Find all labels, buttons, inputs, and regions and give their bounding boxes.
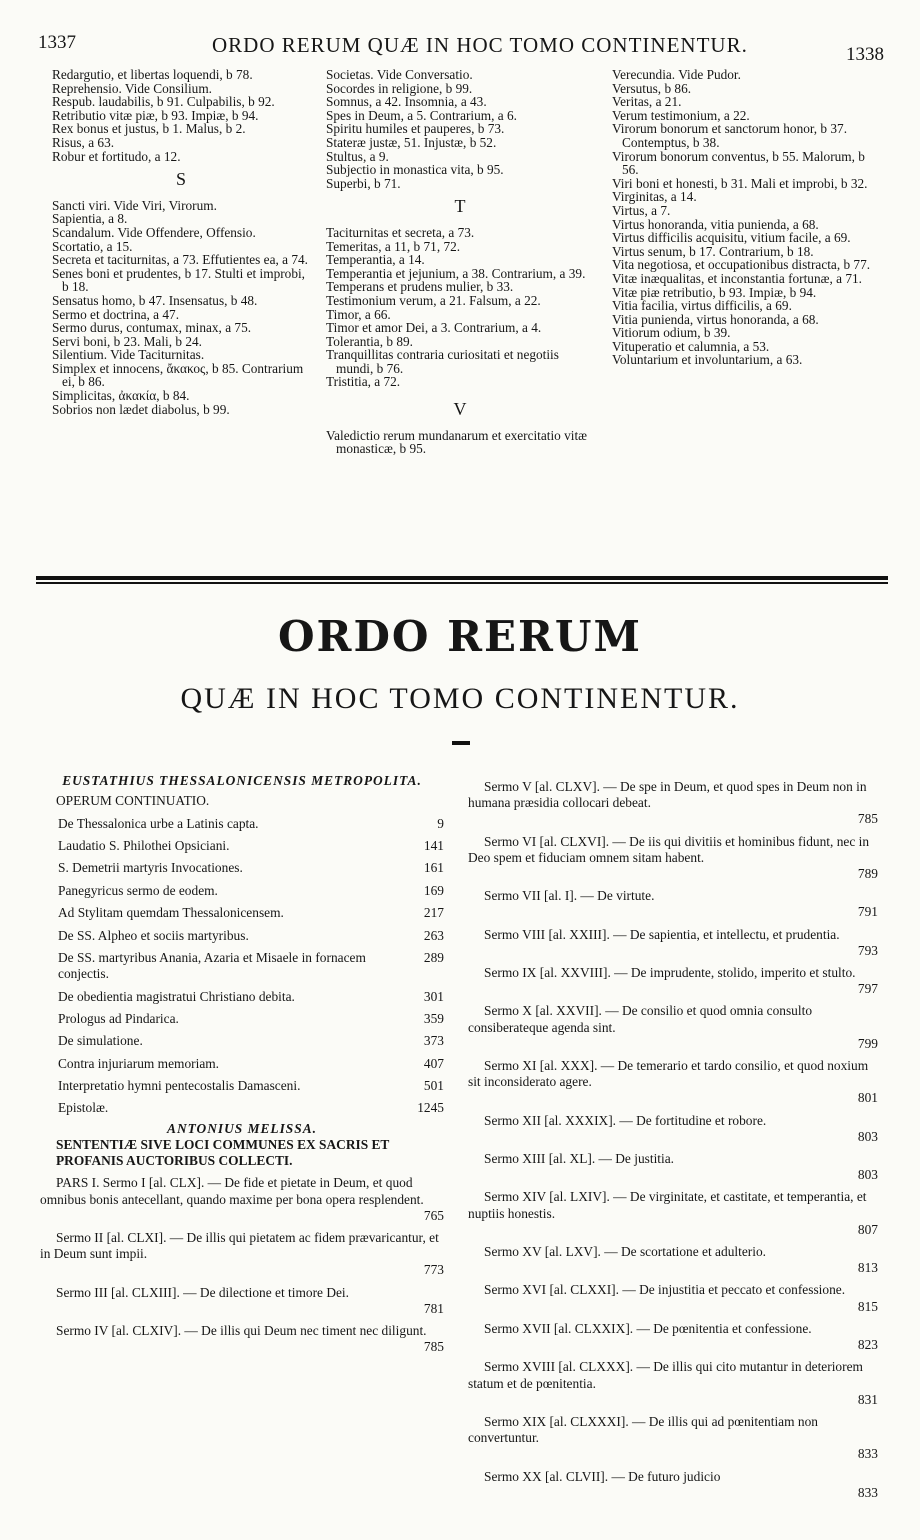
toc-page-number: 1245 <box>417 1100 444 1116</box>
sermon-entry <box>468 834 878 883</box>
index-entry: Superbi, b 71. <box>326 175 401 191</box>
toc-page-number: 169 <box>423 882 444 898</box>
toc-entry-title: S. Demetrii martyris Invocationes. <box>58 860 243 876</box>
toc-entry <box>40 1011 444 1027</box>
sermon-title: Sermo XVII [al. CLXXIX]. — De pœnitentia et confessione. <box>484 1320 812 1336</box>
index-entry: Vita negotiosa, et occupationibus distracta, b 77. <box>612 257 871 273</box>
toc-page-number: 407 <box>423 1055 444 1071</box>
toc-entry-title: De SS. martyribus Anania, Azaria et Misaele in fornacem conjectis. <box>58 949 366 982</box>
index-entry: Vitæ inæqualitas, et inconstantia fortunæ, a 71. <box>612 270 862 286</box>
sermon-title: Sermo XII [al. XXXIX]. — De fortitudine et robore. <box>484 1112 767 1128</box>
toc-entry <box>40 860 444 876</box>
sermon-list <box>40 1175 444 1355</box>
index-entry: Subjectio in monastica vita, b 95. <box>326 162 504 178</box>
toc-page-number: 141 <box>423 837 444 853</box>
sermon-title: Sermo III [al. CLXIII]. — De dilectione et timore Dei. <box>56 1284 350 1300</box>
running-title: ORDO RERUM QUÆ IN HOC TOMO CONTINENTUR. <box>212 33 748 57</box>
title-dash <box>452 741 470 745</box>
index-entry: Temperans et prudens mulier, b 33. <box>326 279 514 295</box>
toc-page-number: 359 <box>423 1010 444 1026</box>
index-entry: Respub. laudabilis, b 91. Culpabilis, b 92. <box>52 94 275 110</box>
main-subtitle: QUÆ IN HOC TOMO CONTINENTUR. <box>180 682 740 715</box>
author-heading: ANTONIUS MELISSA. <box>167 1120 317 1136</box>
sermon-page-number: 803 <box>857 1128 878 1144</box>
sermon-entry <box>468 965 878 997</box>
sermon-entry <box>40 1175 444 1224</box>
sermon-page-number: 773 <box>423 1262 444 1278</box>
sermon-title: Sermo XIII [al. XL]. — De justitia. <box>484 1151 675 1167</box>
index-entry: Sermo durus, contumax, minax, a 75. <box>52 320 252 336</box>
index-entry: Valedictio rerum mundanarum et exercitatio vitæ monasticæ, b 95. <box>326 427 588 457</box>
toc-page-number: 263 <box>423 927 444 943</box>
double-rule-thick <box>36 576 888 580</box>
sermon-page-number: 785 <box>857 811 878 827</box>
sermon-title: Sermo X [al. XXVII]. — De consilio et quod omnia consulto consiberateque agenda sint. <box>468 1003 813 1035</box>
index-entry: Timor et amor Dei, a 3. Contrarium, a 4. <box>326 320 542 336</box>
toc-entry-title: De simulatione. <box>58 1033 143 1049</box>
index-entry: Versutus, b 86. <box>612 80 692 96</box>
toc-page-number: 289 <box>423 949 444 965</box>
sermon-entry <box>468 1189 878 1238</box>
index-entry: Socordes in religione, b 99. <box>326 80 473 96</box>
sermon-page-number: 823 <box>857 1337 878 1353</box>
index-column-2 <box>326 68 594 456</box>
index-entry: Robur et fortitudo, a 12. <box>52 148 181 164</box>
toc-entry-title: Ad Stylitam quemdam Thessalonicensem. <box>58 905 284 921</box>
sermon-entry <box>468 1282 878 1314</box>
sermon-page-number: 803 <box>857 1167 878 1183</box>
sermon-entry <box>40 1285 444 1317</box>
index-entry: Secreta et taciturnitas, a 73. Effutientes ea, a 74. <box>52 252 308 268</box>
index-entry: Virginitas, a 14. <box>612 189 697 205</box>
toc-page-number: 9 <box>437 815 444 831</box>
sermon-entry <box>468 1113 878 1145</box>
sermon-page-number: 791 <box>857 904 878 920</box>
index-entry: Virtus honoranda, vitia punienda, a 68. <box>612 216 819 232</box>
index-entry: Spes in Deum, a 5. Contrarium, a 6. <box>326 107 517 123</box>
page-number-left: 1337 <box>38 32 76 53</box>
sermon-entry <box>40 1323 444 1355</box>
toc-entry <box>40 989 444 1005</box>
sermon-entry <box>468 1244 878 1276</box>
index-entry: Voluntarium et involuntarium, a 63. <box>612 352 803 368</box>
index-entry: Stateræ justæ, 51. Injustæ, b 52. <box>326 134 497 150</box>
sermon-list <box>468 779 878 1501</box>
toc-page-number: 501 <box>423 1078 444 1094</box>
sermon-page-number: 797 <box>857 981 878 997</box>
index-entry: Taciturnitas et secreta, a 73. <box>326 224 475 240</box>
sermon-title: Sermo XVIII [al. CLXXX]. — De illis qui cito mutantur in deteriorem statum et de pœnitentia. <box>468 1359 863 1391</box>
sermon-entry <box>468 779 878 828</box>
sermon-entry <box>468 888 878 920</box>
index-entry: Tolerantia, b 89. <box>326 333 413 349</box>
sermon-title: Sermo VIII [al. XXIII]. — De sapientia, et intellectu, et prudentia. <box>484 926 840 942</box>
index-entry: Timor, a 66. <box>326 306 391 322</box>
sermon-title: Sermo VII [al. I]. — De virtute. <box>484 888 655 904</box>
sermon-entry <box>468 1469 878 1501</box>
index-entry: Temperantia, a 14. <box>326 252 425 268</box>
toc-page-number: 301 <box>423 988 444 1004</box>
index-entry: Reprehensio. Vide Consilium. <box>52 80 212 96</box>
toc-entry <box>40 1056 444 1072</box>
toc-page-number: 161 <box>423 860 444 876</box>
sermon-page-number: 765 <box>423 1207 444 1223</box>
sermon-title: Sermo XIV [al. LXIV]. — De virginitate, et castitate, et temperantia, et nuptiis honestis. <box>468 1189 867 1221</box>
toc-entry-title: Laudatio S. Philothei Opsiciani. <box>58 837 230 853</box>
double-rule-thin <box>36 582 888 584</box>
toc-entry <box>40 838 444 854</box>
index-entry: Silentium. Vide Taciturnitas. <box>52 347 205 363</box>
sermon-title: Sermo XI [al. XXX]. — De temerario et tardo consilio, et quod noxium sit inconsiderato agere. <box>468 1058 869 1090</box>
toc-entry-title: Panegyricus sermo de eodem. <box>58 882 218 898</box>
sermon-page-number: 833 <box>857 1446 878 1462</box>
index-entry: Tranquillitas contraria curiositati et negotiis mundi, b 76. <box>326 347 559 376</box>
index-entry: Temperantia et jejunium, a 38. Contrarium, a 39. <box>326 265 586 281</box>
sermon-entry <box>468 1359 878 1408</box>
sermon-title: Sermo VI [al. CLXVI]. — De iis qui divitiis et hominibus fidunt, nec in Deo spem et fiduciam omnem sitam habent. <box>468 833 870 865</box>
toc-page-number: 217 <box>423 905 444 921</box>
toc-entry <box>40 1033 444 1049</box>
index-entry: Senes boni et prudentes, b 17. Stulti et improbi, b 18. <box>52 265 305 295</box>
sermon-page-number: 801 <box>857 1090 878 1106</box>
toc-entry-title: De SS. Alpheo et sociis martyribus. <box>58 927 249 943</box>
index-entry: Vitia facilia, virtus difficilis, a 69. <box>612 298 792 314</box>
toc-entry-title: De Thessalonica urbe a Latinis capta. <box>58 815 259 831</box>
index-entry: Virorum bonorum conventus, b 55. Malorum, b 56. <box>612 148 865 178</box>
sermon-title: Sermo IX [al. XXVIII]. — De imprudente, stolido, imperito et stulto. <box>484 965 856 981</box>
index-entry: Tristitia, a 72. <box>326 374 401 390</box>
sermon-page-number: 831 <box>857 1391 878 1407</box>
index-entry: Redargutio, et libertas loquendi, b 78. <box>52 67 253 82</box>
index-column-3 <box>612 68 884 367</box>
sermon-title: PARS I. Sermo I [al. CLX]. — De fide et pietate in Deum, et quod omnibus bonis antecellant, quando maxime per bona opera resplendent. <box>40 1175 424 1207</box>
index-entry: Temeritas, a 11, b 71, 72. <box>326 238 461 254</box>
sermon-page-number: 789 <box>857 866 878 882</box>
index-entry: Vitiorum odium, b 39. <box>612 325 731 341</box>
toc-entry <box>40 950 444 982</box>
toc-entry-title: De obedientia magistratui Christiano debita. <box>58 988 295 1004</box>
author-heading: EUSTATHIUS THESSALONICENSIS METROPOLITA. <box>62 773 422 788</box>
sermon-entry <box>468 1414 878 1463</box>
index-entry: Sermo et doctrina, a 47. <box>52 306 180 322</box>
sermon-title: Sermo IV [al. CLXIV]. — De illis qui Deum nec timent nec diligunt. <box>56 1322 427 1338</box>
index-entry: Vitæ piæ retributio, b 93. Impiæ, b 94. <box>612 284 817 300</box>
index-entry: Sapientia, a 8. <box>52 211 128 227</box>
toc-entry <box>40 905 444 921</box>
index-entry: Verum testimonium, a 22. <box>612 107 750 123</box>
sermon-title: Sermo XV [al. LXV]. — De scortatione et adulterio. <box>484 1244 766 1260</box>
index-entry: Societas. Vide Conversatio. <box>326 67 473 82</box>
index-entry: Virtus difficilis acquisitu, vitium facile, a 69. <box>612 230 851 246</box>
toc-entry-title: Epistolæ. <box>58 1100 109 1116</box>
index-entry: Vituperatio et calumnia, a 53. <box>612 338 770 354</box>
toc-entry <box>40 928 444 944</box>
sermon-title: Sermo XIX [al. CLXXXI]. — De illis qui ad pœnitentiam non convertuntur. <box>468 1413 818 1446</box>
toc-page-number: 373 <box>423 1033 444 1049</box>
index-entry: Sancti viri. Vide Viri, Virorum. <box>52 197 217 213</box>
index-letter-heading: T <box>454 196 466 217</box>
sermon-title: Sermo XVI [al. CLXXI]. — De injustitia et peccato et confessione. <box>484 1282 846 1298</box>
sermon-entry <box>468 1321 878 1353</box>
index-entry: Somnus, a 42. Insomnia, a 43. <box>326 94 487 110</box>
sermon-page-number: 813 <box>857 1260 878 1276</box>
index-entry: Simplicitas, ἀκακία, b 84. <box>52 388 190 404</box>
index-entry: Verecundia. Vide Pudor. <box>612 67 741 82</box>
index-entry: Viri boni et honesti, b 31. Mali et improbi, b 32. <box>612 175 868 191</box>
toc-entry <box>40 1078 444 1094</box>
sermon-entry <box>40 1230 444 1279</box>
index-entry: Virorum bonorum et sanctorum honor, b 37. Contemptus, b 38. <box>612 121 848 150</box>
sermon-page-number: 793 <box>857 942 878 958</box>
sermon-entry <box>468 1058 878 1107</box>
sermon-title: Sermo V [al. CLXV]. — De spe in Deum, et quod spes in Deum non in humana præsidia collocari debeat. <box>468 779 867 811</box>
sermon-page-number: 785 <box>423 1339 444 1355</box>
toc-entry <box>40 883 444 899</box>
index-entry: Spiritu humiles et pauperes, b 73. <box>326 121 505 137</box>
index-entry: Scandalum. Vide Offendere, Offensio. <box>52 224 256 240</box>
sermon-entry <box>468 1151 878 1183</box>
page-number-right: 1338 <box>846 44 884 65</box>
toc-entry <box>40 1100 444 1116</box>
toc-entry-title: Interpretatio hymni pentecostalis Damasceni. <box>58 1078 301 1094</box>
toc-entry-title: Contra injuriarum memoriam. <box>58 1055 220 1071</box>
toc-entry-title: Prologus ad Pindarica. <box>58 1010 179 1026</box>
sermon-entry <box>468 927 878 959</box>
sermon-page-number: 815 <box>857 1298 878 1314</box>
index-letter-heading: V <box>453 399 467 420</box>
sermon-title: Sermo XX [al. CLVII]. — De futuro judicio <box>484 1468 721 1484</box>
sermon-title: Sermo II [al. CLXI]. — De illis qui pietatem ac fidem prævaricantur, et in Deum sunt impii. <box>40 1229 439 1262</box>
index-entry: Servi boni, b 23. Mali, b 24. <box>52 333 202 349</box>
index-entry: Rex bonus et justus, b 1. Malus, b 2. <box>52 121 246 137</box>
sermon-page-number: 799 <box>857 1035 878 1051</box>
index-entry: Virtus senum, b 17. Contrarium, b 18. <box>612 243 814 259</box>
index-entry: Virtus, a 7. <box>612 202 671 218</box>
sermon-page-number: 833 <box>857 1484 878 1500</box>
index-entry: Veritas, a 21. <box>612 94 682 110</box>
running-header <box>0 30 920 70</box>
index-letter-heading: S <box>175 169 186 190</box>
sermon-page-number: 781 <box>423 1300 444 1316</box>
section-heading: OPERUM CONTINUATIO. <box>56 793 210 809</box>
main-title: ORDO RERUM <box>277 612 643 661</box>
index-entry: Stultus, a 9. <box>326 148 389 164</box>
works-list <box>40 816 444 1117</box>
index-entry: Retributio vitæ piæ, b 93. Impiæ, b 94. <box>52 107 259 123</box>
sermon-entry <box>468 1003 878 1052</box>
sermon-page-number: 807 <box>857 1221 878 1237</box>
section-heading: SENTENTIÆ SIVE LOCI COMMUNES EX SACRIS ET PROFANIS AUCTORIBUS COLLECTI. <box>56 1136 390 1169</box>
index-entry: Risus, a 63. <box>52 134 115 150</box>
index-entry: Testimonium verum, a 21. Falsum, a 22. <box>326 292 541 308</box>
index-entry: Vitia punienda, virtus honoranda, a 68. <box>612 311 819 327</box>
toc-entry <box>40 816 444 832</box>
toc-right-column <box>468 773 878 1501</box>
index-entry: Sobrios non lædet diabolus, b 99. <box>52 401 230 417</box>
index-entry: Simplex et innocens, ἄκακος, b 85. Contrarium ei, b 86. <box>52 360 304 390</box>
index-entry: Scortatio, a 15. <box>52 238 133 254</box>
toc-left-column <box>40 773 444 1355</box>
index-entry: Sensatus homo, b 47. Insensatus, b 48. <box>52 292 258 308</box>
index-column-1 <box>52 68 310 416</box>
